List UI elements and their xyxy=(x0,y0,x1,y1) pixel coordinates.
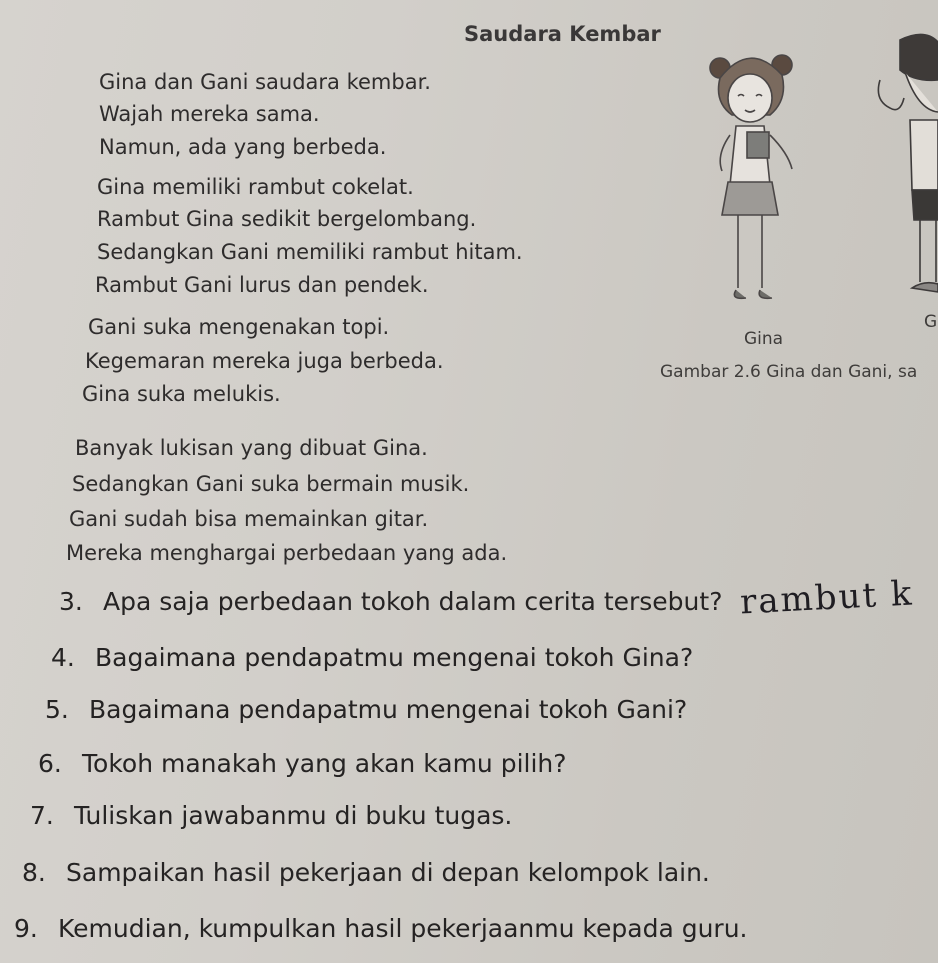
question-text: Apa saja perbedaan tokoh dalam cerita tersebut? xyxy=(103,587,723,616)
question-item xyxy=(22,858,710,887)
question-item xyxy=(51,643,693,672)
story-line: Gina memiliki rambut cokelat. xyxy=(97,175,414,199)
story-line: Banyak lukisan yang dibuat Gina. xyxy=(75,436,428,460)
story-line: Wajah mereka sama. xyxy=(99,102,320,126)
question-number: 8. xyxy=(22,858,46,887)
question-item xyxy=(45,695,687,724)
question-item xyxy=(38,749,567,778)
question-text: Bagaimana pendapatmu mengenai tokoh Gina? xyxy=(95,643,694,672)
story-line: Rambut Gina sedikit bergelombang. xyxy=(97,207,477,231)
story-line: Kegemaran mereka juga berbeda. xyxy=(85,349,444,373)
story-line: Sedangkan Gani memiliki rambut hitam. xyxy=(97,240,523,264)
question-text: Tokoh manakah yang akan kamu pilih? xyxy=(82,749,567,778)
handwritten-answer: rambut k xyxy=(739,573,915,623)
twins-illustration xyxy=(700,20,938,320)
story-line: Gina suka melukis. xyxy=(82,382,281,406)
story-line: Mereka menghargai perbedaan yang ada. xyxy=(66,541,508,565)
question-text: Sampaikan hasil pekerjaan di depan kelompok lain. xyxy=(66,858,710,887)
story-line: Gani sudah bisa memainkan gitar. xyxy=(69,507,429,531)
question-item xyxy=(59,587,722,616)
story-line: Gani suka mengenakan topi. xyxy=(88,315,390,339)
question-number: 5. xyxy=(45,695,69,724)
gina-figure xyxy=(710,55,792,298)
story-line: Namun, ada yang berbeda. xyxy=(99,135,387,159)
question-text: Tuliskan jawabanmu di buku tugas. xyxy=(74,801,513,830)
question-number: 9. xyxy=(14,914,38,943)
question-number: 3. xyxy=(59,587,83,616)
question-item xyxy=(30,801,512,830)
figure-label-gina: Gina xyxy=(744,329,784,349)
story-line: Rambut Gani lurus dan pendek. xyxy=(95,273,429,297)
question-text: Kemudian, kumpulkan hasil pekerjaanmu kepada guru. xyxy=(58,914,748,943)
gani-figure xyxy=(878,34,938,292)
question-number: 7. xyxy=(30,801,54,830)
question-text: Bagaimana pendapatmu mengenai tokoh Gani? xyxy=(89,695,688,724)
question-item xyxy=(14,914,748,943)
question-number: 4. xyxy=(51,643,75,672)
story-line: Sedangkan Gani suka bermain musik. xyxy=(72,472,470,496)
story-line: Gina dan Gani saudara kembar. xyxy=(99,70,431,94)
figure-label-gani: G xyxy=(924,312,938,332)
question-number: 6. xyxy=(38,749,62,778)
story-title: Saudara Kembar xyxy=(464,22,661,46)
figure-caption: Gambar 2.6 Gina dan Gani, sa xyxy=(660,362,918,382)
